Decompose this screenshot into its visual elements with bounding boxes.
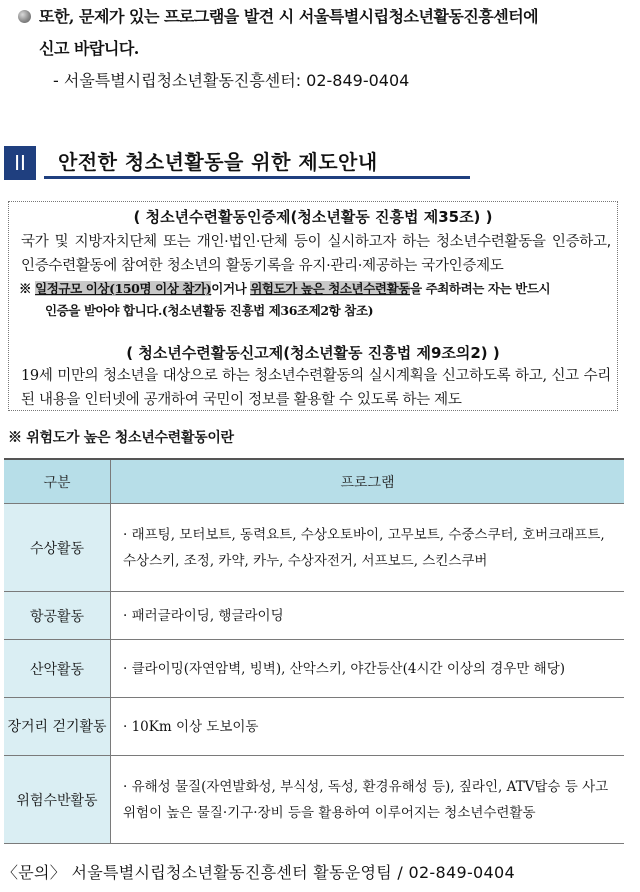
table-row — [4, 756, 624, 844]
notice-line-1: 또한, 문제가 있는 프로그램을 발견 시 서울특별시립청소년활동진흥센터에 — [18, 4, 633, 30]
row-program: · 래프팅, 모터보트, 동력요트, 수상오토바이, 고무보트, 수중스쿠터, 호버크래프트, 수상스키, 조정, 카약, 카누, 수상자전거, 서프보드, 스킨스쿠버 — [111, 504, 625, 592]
table-row — [4, 640, 624, 698]
section-header — [4, 146, 470, 182]
row-category: 장거리 걷기활동 — [4, 698, 111, 756]
table-header-row — [4, 459, 624, 504]
section-title: 안전한 청소년활동을 위한 제도안내 — [44, 146, 470, 179]
footer-contact: 〈문의〉 서울특별시립청소년활동진흥센터 활동운영팀 / 02-849-0404 — [2, 863, 515, 882]
bullet-icon — [18, 10, 31, 23]
row-program: · 패러글라이딩, 행글라이딩 — [111, 592, 625, 640]
row-program: · 유해성 물질(자연발화성, 부식성, 독성, 환경유해성 등), 짚라인, ATV탑승 등 사고위험이 높은 물질·기구·장비 등을 활용하여 이루어지는 청소년수련활동 — [111, 756, 625, 844]
notice-contact: - 서울특별시립청소년활동진흥센터: 02-849-0404 — [53, 71, 410, 90]
certification-note-line2: 인증을 받아야 합니다.(청소년활동 진흥법 제36조제2항 참조) — [45, 303, 374, 318]
notice-line-2: 신고 바랍니다. — [39, 39, 139, 58]
certification-text: 국가 및 지방자치단체 또는 개인·법인·단체 등이 실시하고자 하는 청소년수련활동을 인증하고, 인증수련활동에 참여한 청소년의 활동기록을 유지·관리·제공하는 국가인증제도 — [21, 234, 611, 274]
table-row — [4, 698, 624, 756]
system-info-box — [8, 201, 618, 411]
row-program: · 10Km 이상 도보이동 — [111, 698, 625, 756]
report-heading: ( 청소년수련활동신고제(청소년활동 진흥법 제9조의2) ) — [126, 344, 500, 362]
notice-block — [18, 4, 633, 94]
certification-heading: ( 청소년수련활동인증제(청소년활동 진흥법 제35조) ) — [133, 208, 493, 226]
row-category: 위험수반활동 — [4, 756, 111, 844]
header-category: 구분 — [4, 459, 111, 504]
row-category: 수상활동 — [4, 504, 111, 592]
row-category: 항공활동 — [4, 592, 111, 640]
table-row — [4, 504, 624, 592]
table-row — [4, 592, 624, 640]
header-program: 프로그램 — [111, 459, 625, 504]
table-title: ※ 위험도가 높은 청소년수련활동이란 — [8, 430, 234, 446]
certification-note: ※ 일정규모 이상(150명 이상 참가)이거나 위험도가 높은 청소년수련활동을 주최하려는 자는 반드시 인증을 받아야 합니다.(청소년활동 진흥법 제36조제2항 참조) — [19, 278, 614, 322]
section-number: II — [4, 146, 36, 180]
note-highlight: 일정규모 이상(150명 이상 참가) — [35, 281, 212, 296]
row-category: 산악활동 — [4, 640, 111, 698]
report-text: 19세 미만의 청소년을 대상으로 하는 청소년수련활동의 실시계획을 신고하도록 하고, 신고 수리된 내용을 인터넷에 공개하여 국민이 정보를 활용할 수 있도록 하는 제도 — [21, 368, 611, 408]
note-underline: 위험도가 높은 청소년수련활동 — [250, 281, 410, 296]
row-program: · 클라이밍(자연암벽, 빙벽), 산악스키, 야간등산(4시간 이상의 경우만 해당) — [111, 640, 625, 698]
high-risk-activities-table — [4, 458, 624, 844]
